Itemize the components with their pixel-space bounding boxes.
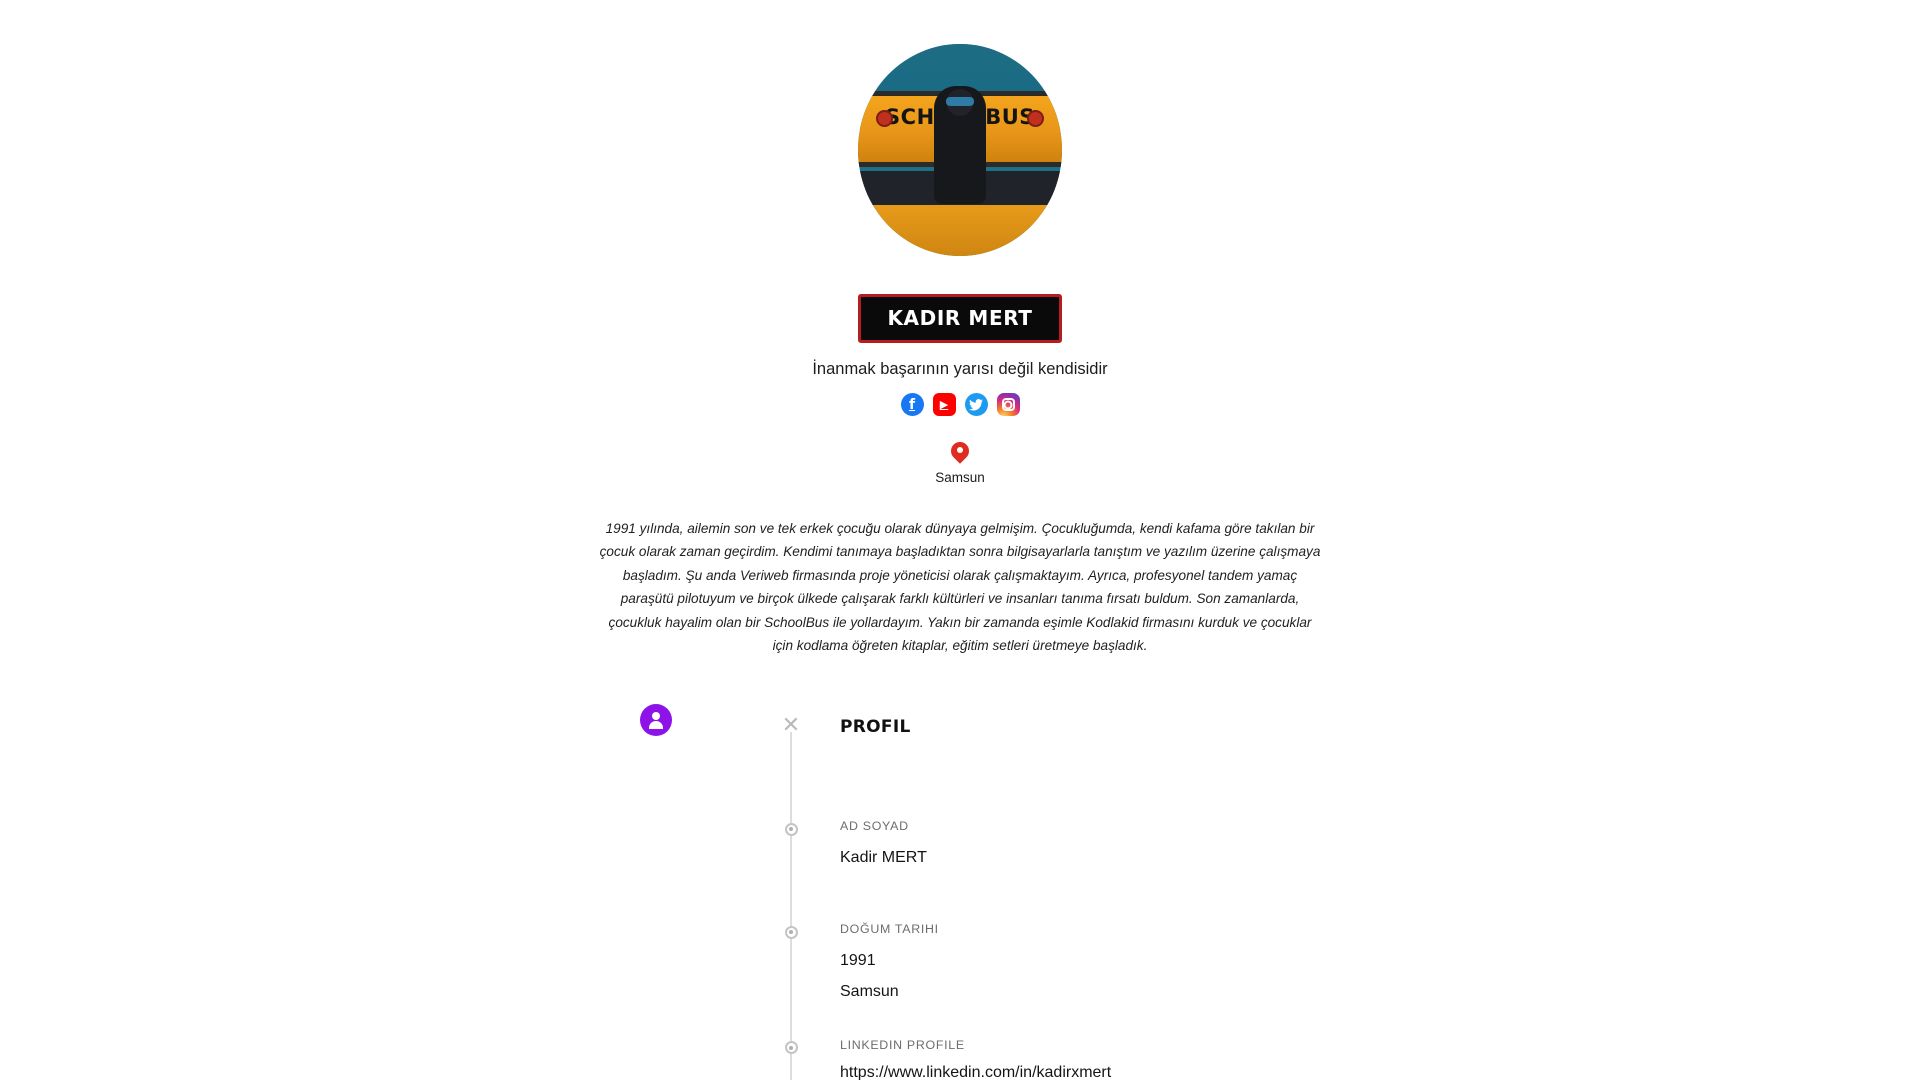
person-icon <box>647 711 665 729</box>
field-label-linkedin: LINKEDIN PROFILE <box>840 1037 965 1052</box>
location-label: Samsun <box>935 470 985 485</box>
avatar-bus-light-left <box>876 110 893 127</box>
profile-avatar-icon <box>640 704 672 736</box>
location-block <box>935 442 985 485</box>
linkedin-profile-link[interactable]: https://www.linkedin.com/in/kadirxmert <box>840 1063 1112 1080</box>
field-value-fullname: Kadir MERT <box>840 849 927 866</box>
facebook-icon[interactable]: f <box>901 393 924 416</box>
timeline-dot-icon <box>781 922 801 942</box>
field-label-fullname: AD SOYAD <box>840 819 909 833</box>
close-icon[interactable]: ✕ <box>781 713 801 738</box>
profile-tagline: İnanmak başarının yarısı değil kendisidir <box>812 360 1108 378</box>
field-value-birthplace: Samsun <box>840 982 899 1000</box>
social-links <box>901 393 1020 416</box>
timeline-row-linkedin <box>790 1038 1490 1080</box>
avatar-ground <box>858 205 1062 256</box>
instagram-glyph <box>1002 398 1015 411</box>
timeline-row-fullname <box>790 819 1490 889</box>
profile-name: KADIR MERT <box>887 306 1033 330</box>
timeline-row-header <box>781 713 1490 786</box>
twitter-icon[interactable] <box>965 393 988 416</box>
youtube-icon[interactable]: ▶ <box>933 393 956 416</box>
timeline-dot-icon <box>781 1038 801 1058</box>
avatar-bus-light-right <box>1027 110 1044 127</box>
profile-timeline <box>781 713 1490 1080</box>
map-pin-icon <box>951 442 969 460</box>
profile-avatar-image <box>858 44 1062 256</box>
field-label-birthdate: DOĞUM TARIHI <box>840 922 939 936</box>
timeline-row-birth <box>790 922 1490 1005</box>
page-title: PROFIL <box>840 717 911 737</box>
timeline-dot-icon <box>781 819 801 839</box>
avatar-person-goggles <box>946 97 974 106</box>
name-badge <box>858 294 1061 343</box>
profile-section <box>0 713 1920 1080</box>
instagram-icon[interactable] <box>997 393 1020 416</box>
field-value-birthyear: 1991 <box>840 952 876 969</box>
profile-bio: 1991 yılında, ailemin son ve tek erkek çocuğu olarak dünyaya gelmişim. Çocukluğumda, kendi kafama göre takılan bir çocuk olarak zaman geçirdim. Kendimi tanımaya başladıktan sonra bilgisayarlarla tanıştım ve yazılım üzerine çalışmaya başladım. Şu anda Veriweb firmasında proje yöneticisi olarak çalışmaktayım. Ayrıca, profesyonel tandem yamaç paraşütü pilotuyum ve birçok ülkede çalışarak farklı kültürleri ve insanları tanıma fırsatı buldum. Son zamanlarda, çocukluk hayalim olan bir SchoolBus ile yollardayım. Yakın bir zamanda eşimle Kodlakid firmasını kurduk ve çocuklar için kodlama öğreten kitaplar, eğitim setleri üretmeye başladık. <box>599 521 1321 653</box>
